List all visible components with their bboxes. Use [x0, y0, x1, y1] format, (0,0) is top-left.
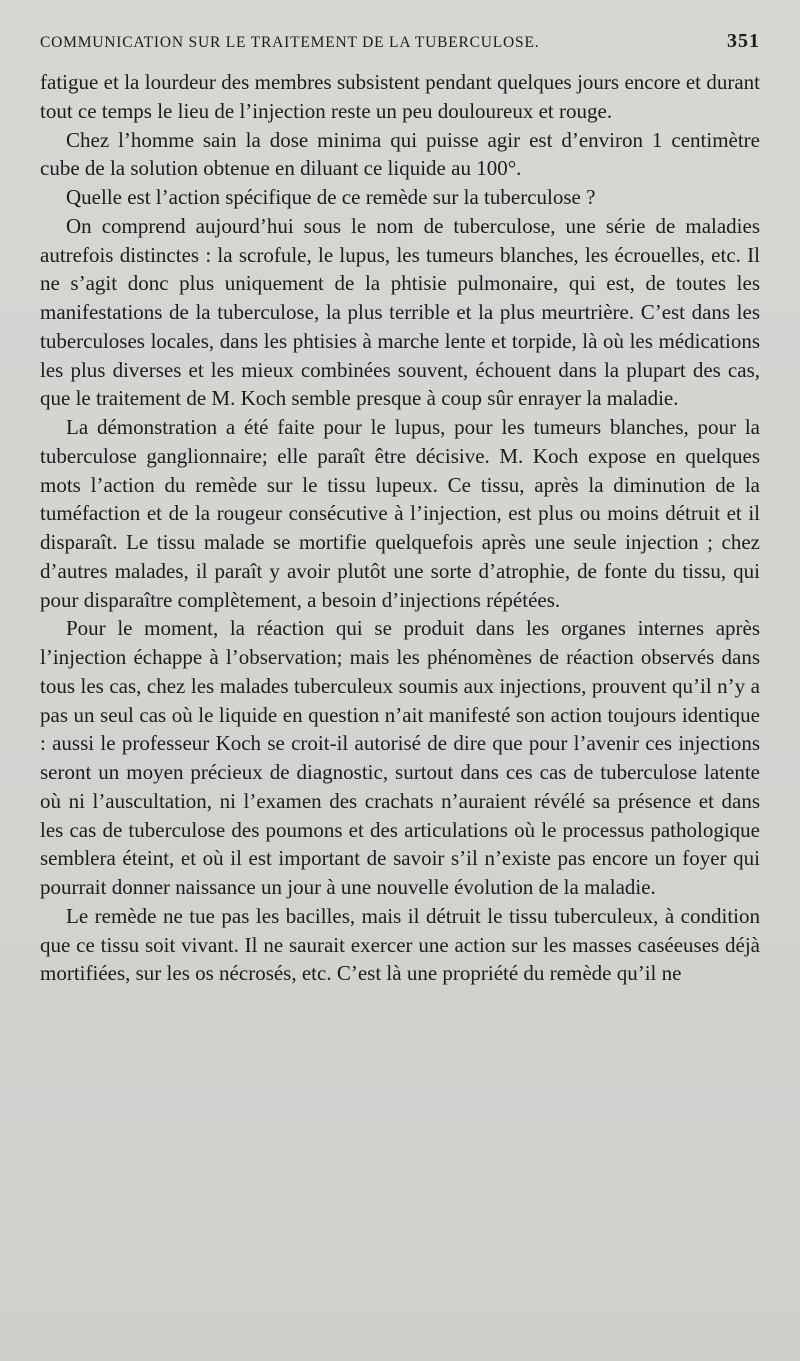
page-number: 351	[727, 30, 760, 52]
paragraph-tuberculosis-definition: On comprend aujourd’hui sous le nom de tuberculose, une série de maladies autrefois distinctes : la scrofule, le lupus, les tumeurs blanches, les écrouelles, etc. Il ne s’agit donc plus uniquement de la phtisie pulmonaire, qui est, de toutes les manifestations de la tuberculose, la plus terrible et la plus meurtrière. C’est dans les tuberculoses locales, dans les phtisies à marche lente et torpide, là où les médications les plus diverses et les mieux combinées souvent, échouent dans la plupart des cas, que le traitement de M. Koch semble presque à coup sûr enrayer la maladie.	[40, 213, 760, 411]
running-head	[40, 30, 760, 64]
paragraph-question: Quelle est l’action spécifique de ce remède sur la tuberculose ?	[66, 185, 596, 209]
paragraph-minimum-dose: Chez l’homme sain la dose minima qui puisse agir est d’environ 1 centimètre cube de la solution obtenue en diluant ce liquide au 100°.	[40, 127, 760, 181]
paragraph-lupus-demonstration: La démonstration a été faite pour le lupus, pour les tumeurs blanches, pour la tuberculose ganglionnaire; elle paraît être décisive. M. Koch expose en quelques mots l’action du remède sur le tissu lupeux. Ce tissu, après la diminution de la tuméfaction et de la rougeur consécutive à l’injection, est plus ou moins détruit et il disparaît. Le tissu malade se mortifie quelquefois après une seule injection ; chez d’autres malades, il paraît y avoir plutôt une sorte d’atrophie, de fonte du tissu, qui pour disparaître complètement, a besoin d’injections répétées.	[40, 415, 760, 612]
paragraph-continued: fatigue et la lourdeur des membres subsistent pendant quelques jours encore et durant tout ce temps le lieu de l’injection reste un peu douloureux et rouge.	[40, 70, 760, 123]
paragraph-internal-reaction: Pour le moment, la réaction qui se produit dans les organes internes après l’injection échappe à l’observation; mais les phénomènes de réaction observés dans tous les cas, chez les malades tuberculeux soumis aux injections, prouvent qu’il n’y a pas un seul cas où le liquide en question n’ait manifesté son action toujours identique : aussi le professeur Koch se croit-il autorisé de dire que pour l’avenir ces injections seront un moyen précieux de diagnostic, surtout dans ces cas de tuberculose latente où ni l’auscultation, ni l’examen des crachats n’auraient révélé sa présence et dans les cas de tuberculose des poumons et des articulations où le processus pathologique semblera éteint, et où il est important de savoir s’il n’existe pas encore un foyer qui pourrait donner naissance un jour à une nouvelle évolution de la maladie.	[40, 616, 760, 899]
paragraph-bacilli: Le remède ne tue pas les bacilles, mais il détruit le tissu tuberculeux, à condition que ce tissu soit vivant. Il ne saurait exercer une action sur les masses caséeuses déjà mortifiées, sur les os nécrosés, etc. C’est là une propriété du remède qu’il ne	[40, 903, 760, 986]
running-head-title: COMMUNICATION SUR LE TRAITEMENT DE LA TUBERCULOSE.	[40, 34, 540, 51]
body-text	[40, 68, 760, 988]
